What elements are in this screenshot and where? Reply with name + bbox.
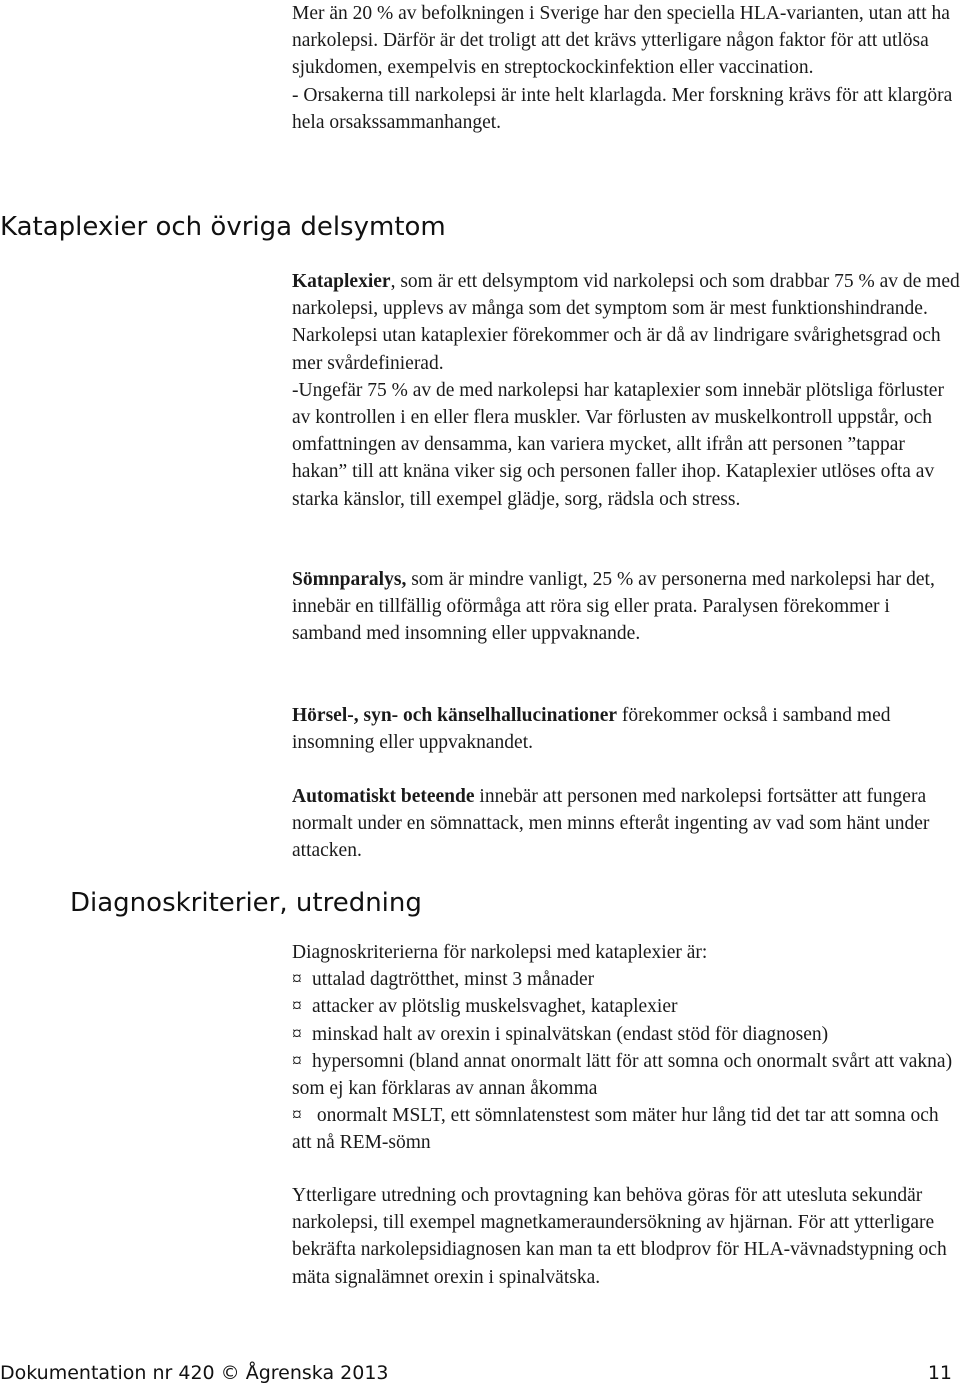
utredning-block [292, 1182, 960, 1291]
diagnoskriterier-intro: Diagnoskriterierna för narkolepsi med kataplexier är: [292, 942, 708, 963]
criteria-text: hypersomni (bland annat onormalt lätt för att somna och onormalt svårt att vakna) som ej kan förklaras av annan åkomma [292, 1050, 953, 1100]
footer-publication: Dokumentation nr 420 © Ågrenska 2013 [0, 1362, 389, 1384]
utredning-paragraph: Ytterligare utredning och provtagning kan behöva göras för att utesluta sekundär narkolepsi, till exempel magnetkameraundersökning av hjärnan. För att ytterligare bekräfta narkolepsidiagnosen kan man ta ett blodprov för HLA-vävnadstypning och mäta signalämnet orexin i spinalvätska. [292, 1185, 947, 1288]
criteria-text: uttalad dagtrötthet, minst 3 månader [312, 969, 595, 991]
kataplexier-term: Kataplexier [292, 271, 391, 292]
criteria-item [292, 1102, 960, 1156]
hallucinationer-term: Hörsel-, syn- och känselhallucinationer [292, 705, 618, 726]
intro-paragraph-hla: Mer än 20 % av befolkningen i Sverige har den speciella HLA-varianten, utan att ha narkolepsi. Därför är det troligt att det krävs ytterligare någon faktor för att utlösa sjukdomen, exempelvis en streptockockinfektion eller vaccination. [292, 3, 950, 79]
hallucinationer-text: förekommer också i samband med insomning eller uppvaknandet. [292, 705, 891, 754]
automatiskt-paragraph [292, 783, 960, 865]
automatiskt-text: innebär att personen med narkolepsi fortsätter att fungera normalt under en sömnattack, men minns efteråt ingenting av vad som hänt under attacken. [292, 786, 930, 862]
hallucinationer-paragraph [292, 702, 960, 756]
criteria-item [292, 1048, 960, 1102]
criteria-item [292, 966, 960, 993]
intro-paragraph-orsaker: - Orsakerna till narkolepsi är inte helt klarlagda. Mer forskning krävs för att klargöra hela orsakssammanhanget. [292, 84, 953, 133]
criteria-text: onormalt MSLT, ett sömnlatenstest som mäter hur lång tid det tar att somna och att nå REM-sömn [292, 1105, 939, 1154]
section-heading-diagnoskriterier: Diagnoskriterier, utredning [70, 888, 422, 918]
automatiskt-term: Automatiskt beteende [292, 786, 475, 807]
kataplexier-text: , som är ett delsymptom vid narkolepsi och som drabbar 75 % av de med narkolepsi, upplevs av många som det symptom som är mest funktionshindrande. Narkolepsi utan kataplexier förekommer och är då av lindrigare svårighetsgrad och mer svårdefinierad. [292, 271, 960, 374]
somnparalys-term: Sömnparalys, [292, 569, 407, 590]
somnparalys-block [292, 566, 960, 648]
somnparalys-paragraph [292, 566, 960, 648]
criteria-item [292, 1021, 960, 1048]
hallucinationer-block [292, 702, 960, 756]
kataplexier-paragraph [292, 268, 960, 377]
criteria-item [292, 993, 960, 1020]
section-heading-kataplexier: Kataplexier och övriga delsymtom [0, 212, 446, 242]
bullet-icon: ¤ [292, 969, 302, 991]
kataplexier-paragraph-2: -Ungefär 75 % av de med narkolepsi har kataplexier som innebär plötsliga förluster av kontrollen i en eller flera muskler. Var förlusten av muskelkontroll uppstår, och omfattningen av densamma, kan variera mycket, allt ifrån att personen ”tappar hakan” till att knäna viker sig och personen faller ihop. Kataplexier utlöses ofta av starka känslor, till exempel glädje, sorg, rädsla och stress. [292, 379, 944, 510]
criteria-text: minskad halt av orexin i spinalvätskan (endast stöd för diagnosen) [312, 1023, 829, 1045]
bullet-icon: ¤ [292, 996, 302, 1018]
page-number: 11 [927, 1362, 952, 1384]
bullet-icon: ¤ [292, 1023, 302, 1045]
automatiskt-block [292, 783, 960, 865]
criteria-text: attacker av plötslig muskelsvaghet, kataplexier [312, 996, 678, 1018]
bullet-icon: ¤ [292, 1105, 302, 1127]
bullet-icon: ¤ [292, 1050, 302, 1072]
diagnoskriterier-block [292, 939, 960, 1157]
somnparalys-text: som är mindre vanligt, 25 % av personerna med narkolepsi har det, innebär en tillfällig oförmåga att röra sig eller prata. Paralysen förekommer i samband med insomning eller uppvaknande. [292, 569, 935, 645]
intro-block [292, 0, 960, 136]
kataplexier-block [292, 268, 960, 513]
